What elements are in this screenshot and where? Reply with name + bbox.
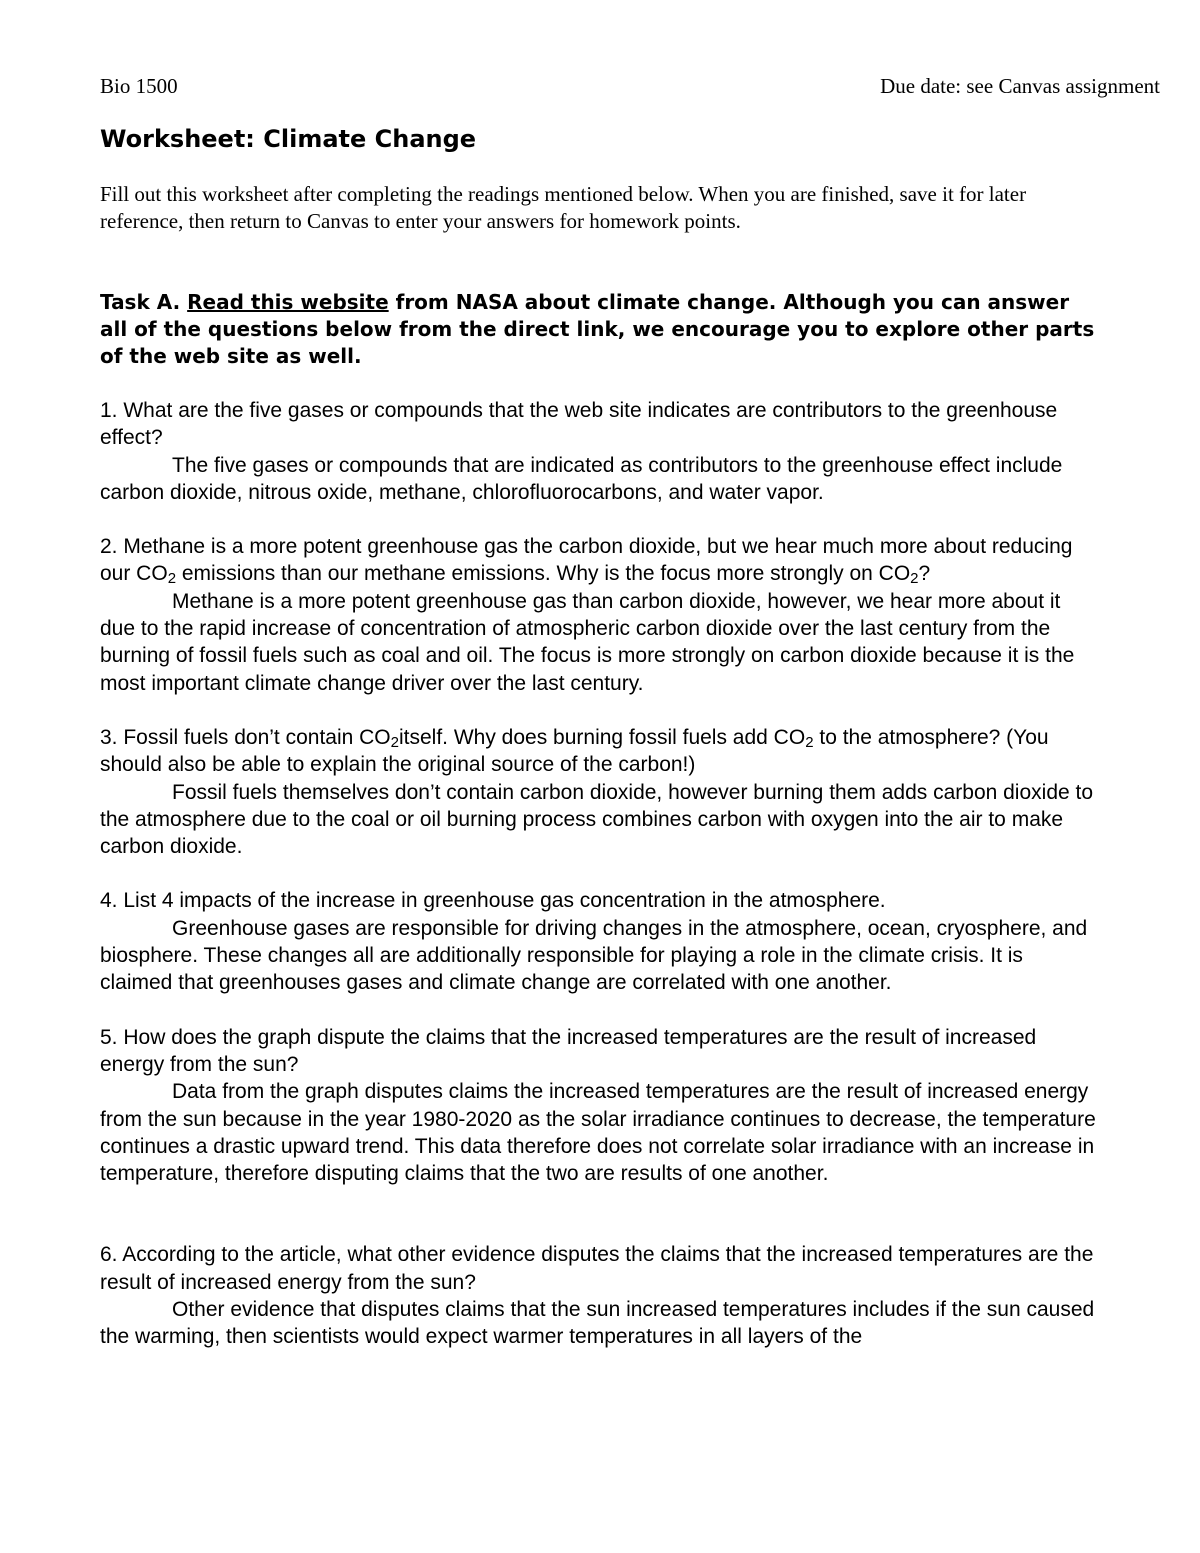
question-3-text: itself. Why does burning fossil fuels add CO [398, 725, 806, 749]
worksheet-page [100, 70, 1160, 1351]
subscript: 2 [167, 570, 177, 588]
question-block-2 [100, 533, 1100, 697]
question-5: 5. How does the graph dispute the claims that the increased temperatures are the result of increased energy from the sun? [100, 1025, 1037, 1076]
question-2-text: 2. Methane is a more potent greenhouse gas the carbon dioxide, but we hear much more about reducing our CO [100, 535, 1073, 586]
task-text: from NASA about climate change. Although you can answer all of the questions below from the direct link, we encourage you to explore other parts of the web site as well. [100, 290, 1095, 368]
subscript: 2 [390, 733, 399, 751]
question-2-text: ? [918, 562, 931, 586]
subscript: 2 [910, 570, 919, 588]
answer-6: Other evidence that disputes claims that the sun increased temperatures includes if the sun caused the warming, then scientists would expect warmer temperatures in all layers of the [100, 1298, 1095, 1349]
course-code: Bio 1500 [100, 74, 178, 98]
answer-4: Greenhouse gases are responsible for driving changes in the atmosphere, ocean, cryosphere, and biosphere. These changes all are additionally responsible for playing a role in the climate crisis. It is claimed that greenhouses gases and climate change are correlated with one another. [100, 916, 1088, 995]
answer-3: Fossil fuels themselves don’t contain carbon dioxide, however burning them adds carbon dioxide to the atmosphere due to the coal or oil burning process combines carbon with oxygen into the air to make carbon dioxide. [100, 780, 1094, 859]
question-2 [100, 533, 1100, 588]
page-title: Worksheet: Climate Change [100, 125, 477, 153]
subscript: 2 [805, 733, 814, 751]
page-header [100, 70, 1160, 102]
question-6: 6. According to the article, what other evidence disputes the claims that the increased temperatures are the result of increased energy from the sun? [100, 1243, 1094, 1294]
task-prefix: Task A. [100, 290, 188, 314]
answer-5: Data from the graph disputes claims the increased temperatures are the result of increased energy from the sun because in the year 1980-2020 as the solar irradiance continues to decrease, the temperature continues a drastic upward trend. This data therefore does not correlate solar irradiance with an increase in temperature, therefore disputing claims that the two are results of one another. [100, 1080, 1096, 1186]
question-3 [100, 724, 1100, 779]
due-date: Due date: see Canvas assignment [880, 74, 1160, 98]
question-block-4 [100, 887, 1100, 996]
question-block-5 [100, 1024, 1100, 1188]
question-2-text: emissions than our methane emissions. Why is the focus more strongly on CO [176, 562, 911, 586]
task-a-instructions [100, 289, 1100, 370]
answer-1: The five gases or compounds that are indicated as contributors to the greenhouse effect include carbon dioxide, nitrous oxide, methane, chlorofluorocarbons, and water vapor. [100, 453, 1063, 504]
intro-paragraph: Fill out this worksheet after completing the readings mentioned below. When you are finished, save it for later reference, then return to Canvas to enter your answers for homework points. [100, 182, 1027, 233]
question-3-text: to the atmosphere? (You should also be able to explain the original source of the carbon!) [100, 725, 1049, 777]
nasa-website-link[interactable]: Read this website [187, 290, 389, 314]
question-4: 4. List 4 impacts of the increase in greenhouse gas concentration in the atmosphere. [100, 889, 886, 913]
question-block-6 [100, 1241, 1100, 1350]
question-block-3 [100, 724, 1100, 860]
question-1: 1. What are the five gases or compounds that the web site indicates are contributors to the greenhouse effect? [100, 399, 1058, 450]
question-block-1 [100, 397, 1100, 506]
question-3-text: 3. Fossil fuels don’t contain CO [100, 725, 391, 749]
answer-2: Methane is a more potent greenhouse gas than carbon dioxide, however, we hear more about it due to the rapid increase of concentration of atmospheric carbon dioxide over the last century from the burning of fossil fuels such as coal and oil. The focus is more strongly on carbon dioxide because it is the most important climate change driver over the last century. [100, 589, 1075, 695]
